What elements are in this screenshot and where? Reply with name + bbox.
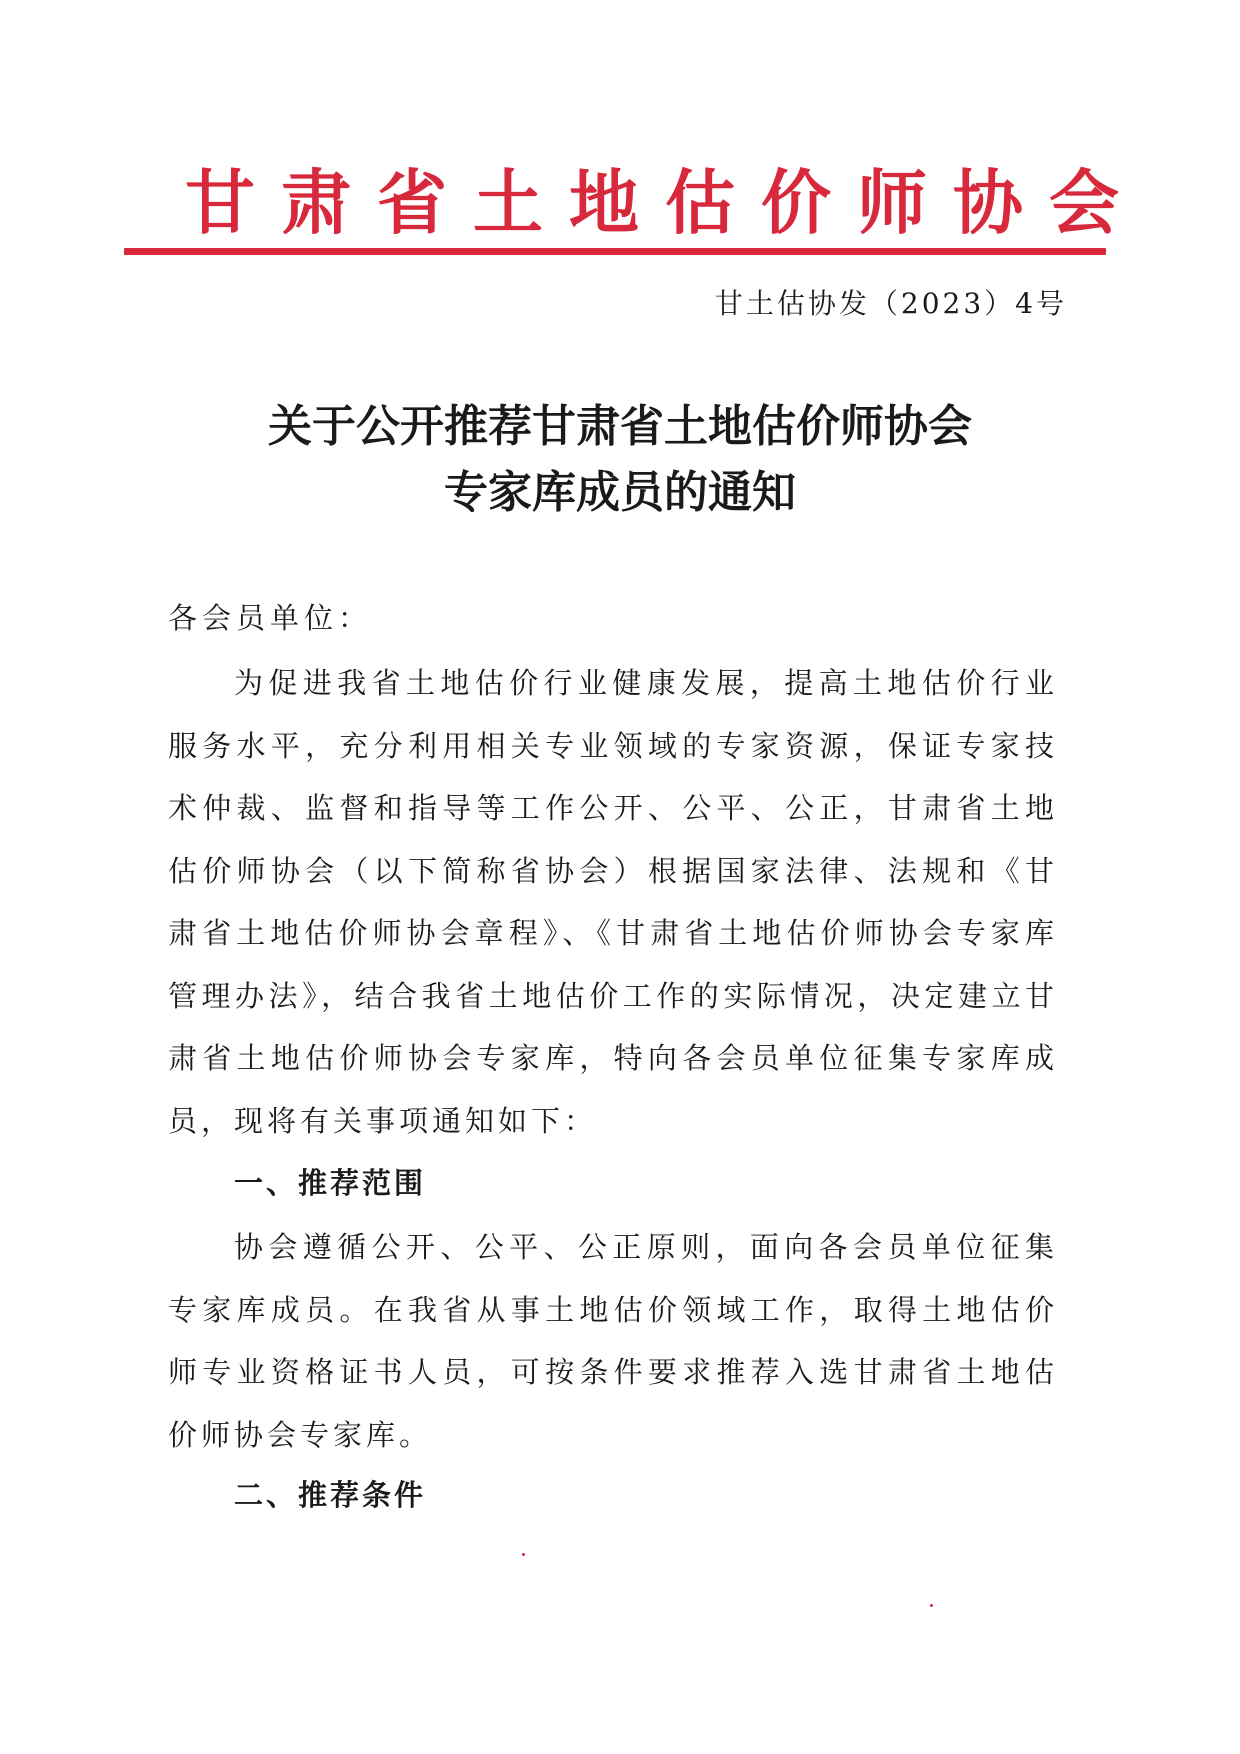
- document-number: 甘土估协发（2023）4号: [714, 287, 1067, 320]
- scan-speck: [522, 1553, 525, 1556]
- scan-speck: [930, 1604, 933, 1607]
- intro-paragraph: 为促进我省土地估价行业健康发展，提高土地估价行业服务水平，充分利用相关专业领域的专家资源，保证专家技术仲裁、监督和指导等工作公开、公平、公正，甘肃省土地估价师协会（以下简称省协会）根据国家法律、法规和《甘肃省土地估价师协会章程》、《甘肃省土地估价师协会专家库管理办法》，结合我省土地估价工作的实际情况，决定建立甘肃省土地估价师协会专家库，特向各会员单位征集专家库成员，现将有关事项通知如下：: [168, 666, 1058, 1138]
- document-title-line-2: 专家库成员的通知: [444, 467, 796, 518]
- salutation: 各会员单位：: [168, 601, 373, 635]
- header-red-rule: [124, 248, 1106, 255]
- document-title-line-1: 关于公开推荐甘肃省土地估价师协会: [268, 401, 972, 452]
- section-heading-conditions: 二、推荐条件: [234, 1478, 427, 1512]
- section-heading-scope: 一、推荐范围: [234, 1166, 427, 1200]
- scope-paragraph: 协会遵循公开、公平、公正原则，面向各会员单位征集专家库成员。在我省从事土地估价领域工作，取得土地估价师专业资格证书人员，可按条件要求推荐入选甘肃省土地估价师协会专家库。: [168, 1230, 1058, 1452]
- organization-header: 甘肃省土地估价师协会: [185, 162, 1145, 244]
